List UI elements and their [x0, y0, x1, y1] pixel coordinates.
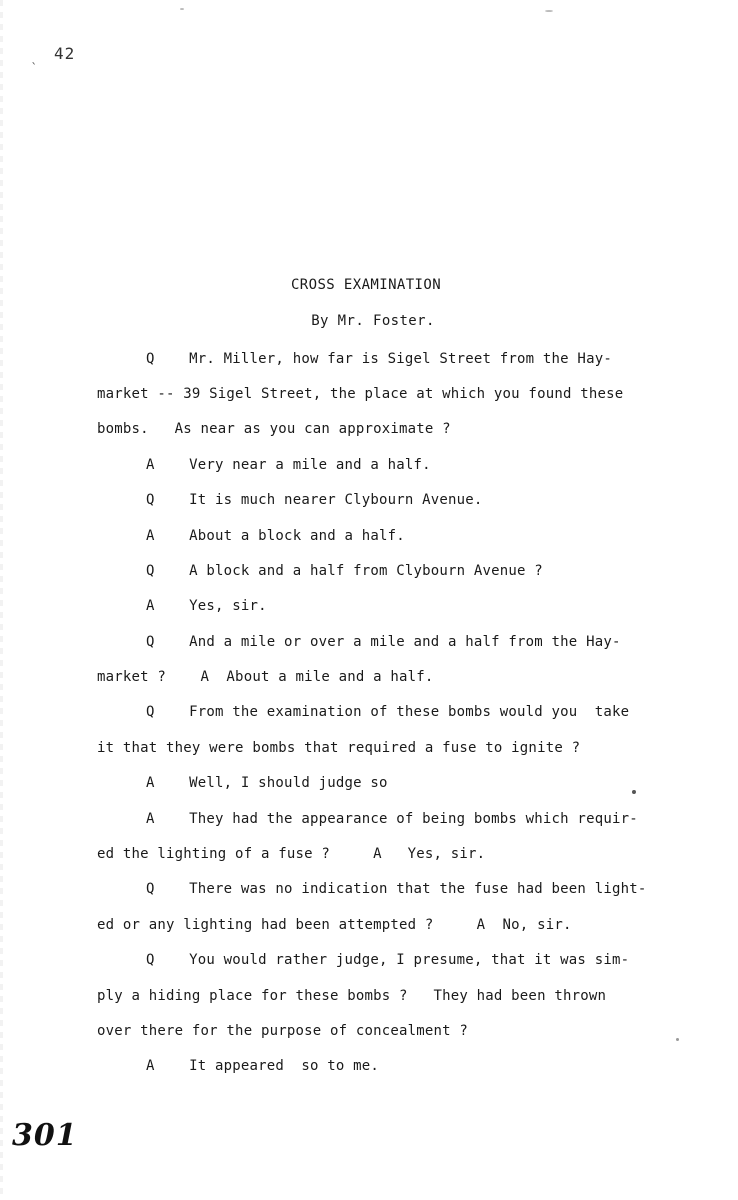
transcript-line: bombs. As near as you can approximate ?: [97, 421, 451, 437]
transcript-line: it that they were bombs that required a fuse to ignite ?: [97, 740, 581, 756]
transcript-line: Q There was no indication that the fuse had been light-: [146, 881, 647, 897]
page-number: 42: [54, 44, 76, 63]
transcript-line: A About a block and a half.: [146, 528, 405, 544]
transcript-line: market ? A About a mile and a half.: [97, 669, 434, 685]
examiner-subheading: By Mr. Foster.: [311, 313, 435, 329]
transcript-line: Q Mr. Miller, how far is Sigel Street from the Hay-: [146, 351, 612, 367]
transcript-line: ply a hiding place for these bombs ? They had been thrown: [97, 988, 607, 1004]
handwritten-page-number: 301: [12, 1118, 78, 1153]
transcript-line: ed or any lighting had been attempted ? A No, sir.: [97, 917, 572, 933]
transcript-line: Q You would rather judge, I presume, that it was sim-: [146, 952, 630, 968]
transcript-line: A Very near a mile and a half.: [146, 457, 431, 473]
transcript-line: market -- 39 Sigel Street, the place at which you found these: [97, 386, 624, 402]
transcript-line: A Yes, sir.: [146, 598, 267, 614]
margin-mark: ˎ: [30, 50, 38, 64]
ink-speck: [632, 790, 636, 794]
transcript-line: over there for the purpose of concealment ?: [97, 1023, 469, 1039]
transcript-line: A It appeared so to me.: [146, 1058, 379, 1074]
transcript-line: Q It is much nearer Clybourn Avenue.: [146, 492, 483, 508]
scan-edge: [0, 0, 3, 1200]
transcript-line: Q A block and a half from Clybourn Avenue ?: [146, 563, 543, 579]
transcript-line: Q And a mile or over a mile and a half from the Hay-: [146, 634, 621, 650]
ink-speck: [676, 1038, 679, 1041]
ink-speck: [180, 8, 184, 10]
transcript-line: A Well, I should judge so: [146, 775, 388, 791]
ink-speck: [545, 10, 553, 12]
transcript-line: ed the lighting of a fuse ? A Yes, sir.: [97, 846, 486, 862]
transcript-line: A They had the appearance of being bombs which requir-: [146, 811, 638, 827]
transcript-line: Q From the examination of these bombs would you take: [146, 704, 630, 720]
section-heading: CROSS EXAMINATION: [290, 277, 442, 293]
